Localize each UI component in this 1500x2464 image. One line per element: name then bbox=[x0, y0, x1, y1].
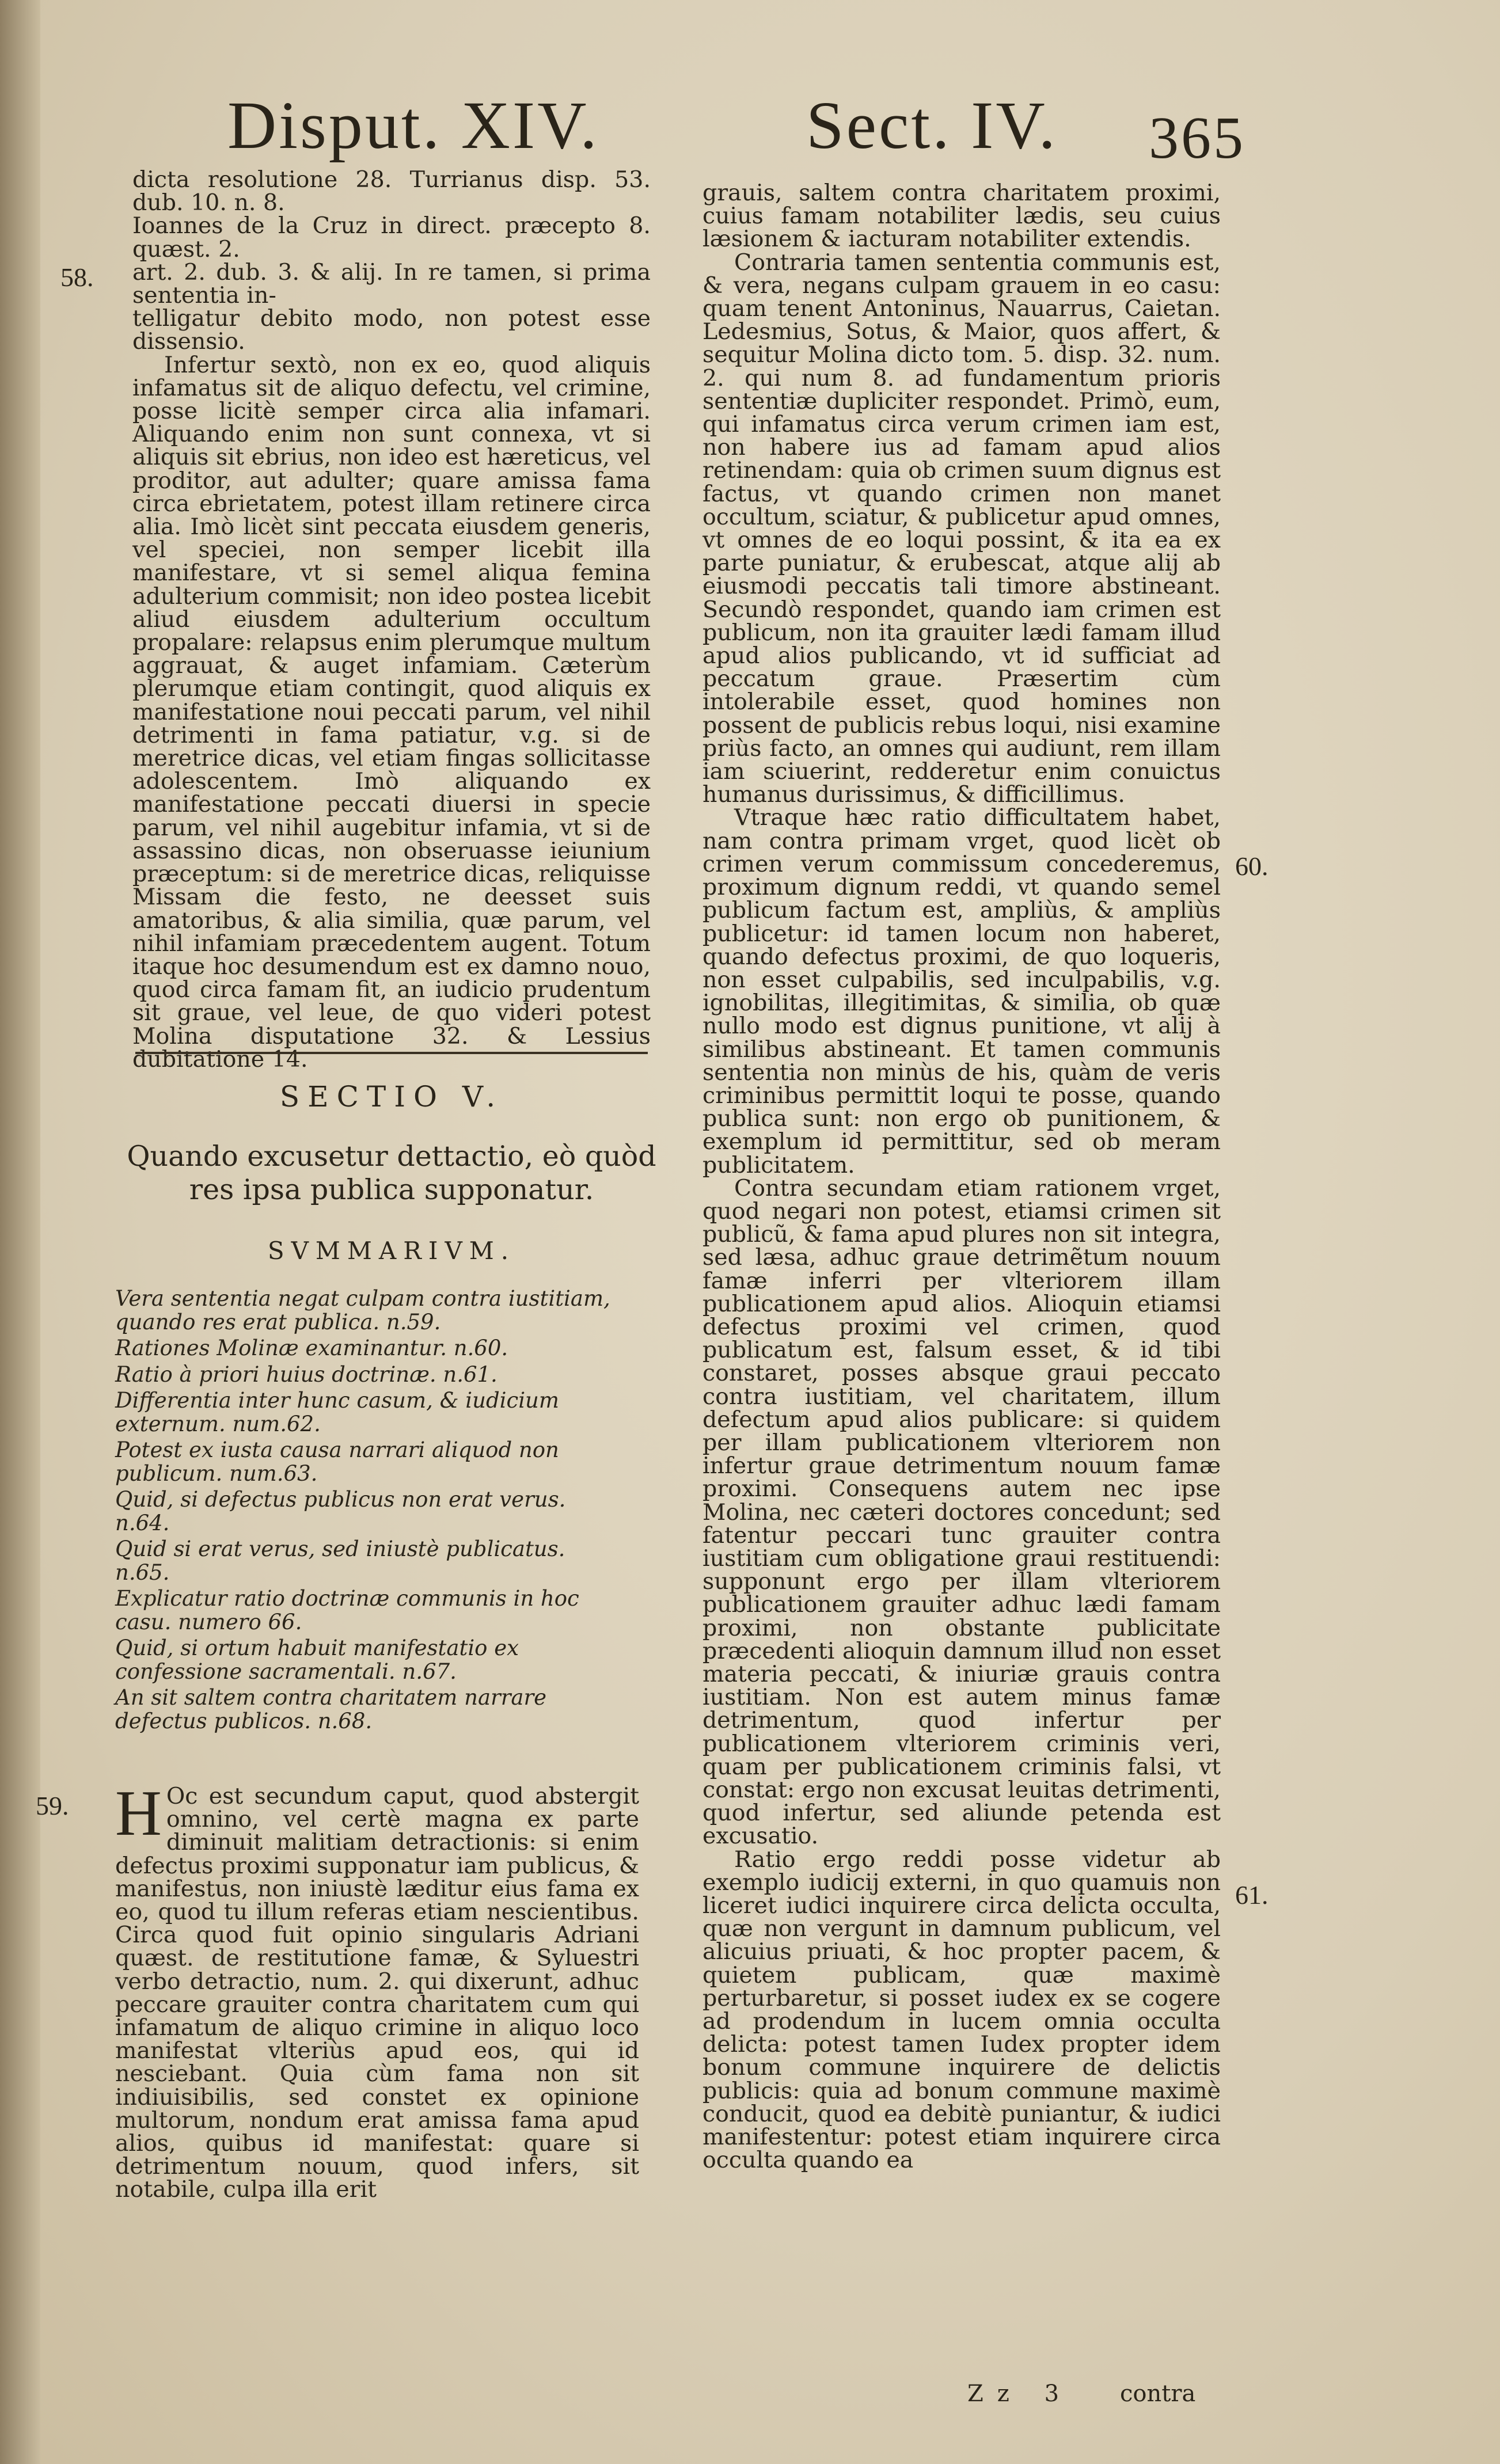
running-head-disputatio: Disput. XIV. bbox=[227, 88, 599, 163]
summary-item: Quid si erat verus, sed iniustè publicatus. n.65. bbox=[115, 1537, 565, 1585]
section-divider-rule bbox=[135, 1052, 648, 1054]
summary-item: Quid, si defectus publicus non erat verus. n.64. bbox=[115, 1487, 566, 1535]
paragraph-59-text: Oc est secundum caput, quod abstergit omnino, vel certè magna ex parte diminuit malitiam detractionis: si enim defectus proximi supponatur iam publicus, & manifestus, non iniustè læditur eius fama ex eo, quod tu illum referas etiam nescientibus. Circa quod fuit opinio singularis Adriani quæst. de restitutione famæ, & Syluestri verbo detractio, num. 2. qui dixerunt, adhuc peccare grauiter contra charitatem cum qui infamatum de aliquo crimine in aliquo loco manifestat vlteriùs apud eos, qui id nesciebant. Quia cùm fama non sit indiuisibilis, sed constet ex opinione multorum, nondum erat amissa fama apud alios, quibus id manifestat: quare si detrimentum nouum, quod infers, sit notabile, culpa illa erit bbox=[115, 1783, 639, 2203]
continuation-line-2: Ioannes de la Cruz in direct. præcepto 8. quæst. 2. bbox=[132, 212, 651, 263]
summary-item: Differentia inter hunc casum, & iudicium externum. num.62. bbox=[115, 1388, 559, 1436]
paragraph-58: Infertur sextò, non ex eo, quod aliquis infamatus sit de aliquo defectu, vel crimine, posse licitè semper circa alia infamari. Aliquando enim non sunt connexa, vt si aliquis sit ebrius, non ideo est hæreticus, vel proditor, aut adulter; quare amissa fama circa ebrietatem, potest illam retinere circa alia. Imò licèt sint peccata eiusdem generis, vel speciei, non semper licebit illa manifestare, vt si semel aliqua femina adulterium commisit; non ideo postea licebit aliud eiusdem adulterium occultum propalare: relapsus enim plerumque multum aggrauat, & auget infamiam. Cæterùm plerumque etiam contingit, quod aliquis ex manifestatione noui peccati parum, vel nihil detrimenti in fama patiatur, v.g. si de meretrice dicas, vel etiam fingas sollicitasse adolescentem. Imò aliquando ex manifestatione peccati diuersi in specie parum, vel nihil augebitur infamia, vt si de assassino dicas, non obseruasse ieiunium præceptum: si de meretrice dicas, reliquisse Missam die festo, ne deesset suis amatoribus, & alia similia, quæ parum, vel nihil infamiam præcedentem augent. Totum itaque hoc desumendum est ex damno nouo, quod circa famam fit, an iudicio prudentum sit graue, vel leue, de quo videri potest Molina disputatione 32. & Lessius dubitatione 14. bbox=[132, 351, 651, 1073]
summary-item: Rationes Molinæ examinantur. n.60. bbox=[115, 1336, 508, 1360]
margin-number-61: 61. bbox=[1235, 1880, 1269, 1910]
margin-number-59: 59. bbox=[36, 1791, 69, 1820]
paragraph-contraria: Contraria tamen sententia communis est, & vera, negans culpam grauem in eo casu: quam tenent Antoninus, Nauarrus, Caietan. Ledesmius, Sotus, & Maior, quos affert, & sequitur Molina dicto tom. 5. disp. 32. num. 2. qui num 8. ad fundamentum prioris sententiæ dupliciter respondet. Primò, eum, qui infamatus circa verum crimen iam est, non habere ius ad famam apud alios retinendam: quia ob crimen suum dignus est factus, vt quando crimen non manet occultum, sciatur, & publicetur apud omnes, vt omnes de eo loqui possint, & ita ea ex parte puniatur, & erubescat, atque alij ab eiusmodi peccatis tali timore abstineant. Secundò respondet, quando iam crimen est publicum, non ita grauiter lædi famam illud apud alios publicando, vt id sufficiat ad peccatum graue. Præsertim cùm intolerabile esset, quod homines non possent de publicis rebus loqui, nisi examine priùs facto, an omnes qui audiunt, rem illam iam sciuerint, redderetur enim conuictus humanus durissimus, & difficillimus. bbox=[702, 249, 1221, 808]
paragraph-59 bbox=[115, 1778, 639, 2203]
continuation-line-4: telligatur debito modo, non potest esse dissensio. bbox=[132, 305, 651, 355]
page-gutter-shadow bbox=[0, 0, 40, 2464]
page-number: 365 bbox=[1149, 105, 1245, 171]
summary-heading: SVMMARIVM. bbox=[267, 1237, 516, 1265]
section-subtitle: Quando excusetur dettactio, eò quòd res ipsa publica supponatur. bbox=[127, 1140, 656, 1206]
summary-list bbox=[115, 1287, 616, 1736]
running-head-sectio: Sect. IV. bbox=[806, 88, 1058, 163]
drop-cap-initial: H bbox=[115, 1778, 162, 1849]
paragraph-61: Ratio ergo reddi posse videtur ab exemplo iudicij externi, in quo quamuis non liceret iudici inquirere circa delicta occulta, quæ non vergunt in damnum publicum, vel alicuius priuati, & hoc propter pacem, & quietem publicam, quæ maximè perturbaretur, si posset iudex ex se cogere ad prodendum in lucem omnia occulta delicta: potest tamen Iudex propter idem bonum commune inquirere de delictis publicis: quia ad bonum commune maximè conducit, quod ea debitè puniantur, & iudici manifestentur: potest etiam inquirere circa occulta quando ea bbox=[702, 1846, 1221, 2174]
section-title: SECTIO V. bbox=[279, 1080, 504, 1113]
summary-item: Vera sententia negat culpam contra iustitiam, quando res erat publica. n.59. bbox=[115, 1286, 610, 1334]
paragraph-60: Vtraque hæc ratio difficultatem habet, nam contra primam vrget, quod licèt ob crimen verum commissum concederemus, proximum dignum reddi, vt quando semel publicum factum est, ampliùs, & ampliùs publicetur: id tamen locum non haberet, quando defectus proximi, de quo loqueris, non esset culpabilis, sed inculpabilis, v.g. ignobilitas, illegitimitas, & similia, ob quæ nullo modo est dignus punitione, vt alij à similibus abstineant. Et tamen communis sententia non minùs de his, quàm de veris criminibus permittit loqui te posse, quando publica sunt: non ergo ob punitionem, & exemplum id permittitur, sed ob meram publicitatem. bbox=[702, 804, 1221, 1178]
signature-mark: Zz 3 bbox=[967, 2381, 1073, 2407]
summary-item: Ratio à priori huius doctrinæ. n.61. bbox=[115, 1362, 498, 1387]
summary-item: Quid, si ortum habuit manifestatio ex confessione sacramentali. n.67. bbox=[115, 1636, 519, 1684]
margin-number-58: 58. bbox=[60, 263, 94, 292]
paragraph-contra-secundam: Contra secundam etiam rationem vrget, quod negari non potest, etiamsi crimen sit publicũ, & fama apud plures non sit integra, sed læsa, adhuc graue detrimẽtum nouum famæ inferri per vlteriorem illam publicationem apud alios. Alioquin etiamsi defectus proximi vel crimen, quod publicatum est, falsum esset, & id tibi constaret, posses absque graui peccato contra iustitiam, vel charitatem, illum defectum apud alios publicare: si quidem per illam publicationem vlteriorem non infertur graue detrimentum nouum famæ proximi. Consequens autem nec ipse Molina, nec cæteri doctores concedunt; sed fatentur peccari tunc grauiter contra iustitiam cum obligatione graui restituendi: supponunt ergo per illam vlteriorem publicationem grauiter adhuc lædi famam proximi, non obstante publicitate præcedenti alioquin damnum illud non esset materia peccati, & iniuriæ grauis contra iustitiam. Non est autem minus famæ detrimentum, quod infertur per publicationem vlteriorem criminis veri, quam per publicationem criminis falsi, vt constat: ergo non excusat leuitas detrimenti, quod infertur, sed aliunde petenda est excusatio. bbox=[702, 1174, 1221, 1850]
paragraph-continuation: grauis, saltem contra charitatem proximi, cuius famam notabiliter lædis, seu cuius læsionem & iacturam notabiliter extendis. bbox=[702, 180, 1221, 253]
continuation-line-1: dicta resolutione 28. Turrianus disp. 53. dub. 10. n. 8. bbox=[132, 166, 651, 216]
right-column bbox=[702, 181, 1221, 2172]
summary-item: An sit saltem contra charitatem narrare defectus publicos. n.68. bbox=[115, 1685, 547, 1733]
left-column-upper bbox=[132, 168, 651, 1071]
margin-number-60: 60. bbox=[1235, 851, 1269, 881]
summary-item: Potest ex iusta causa narrari aliquod non publicum. num.63. bbox=[115, 1438, 559, 1486]
continuation-line-3: art. 2. dub. 3. & alij. In re tamen, si prima sententia in- bbox=[132, 258, 651, 309]
catchword: contra bbox=[1120, 2381, 1196, 2407]
summary-item: Explicatur ratio doctrinæ communis in hoc casu. numero 66. bbox=[115, 1586, 579, 1634]
